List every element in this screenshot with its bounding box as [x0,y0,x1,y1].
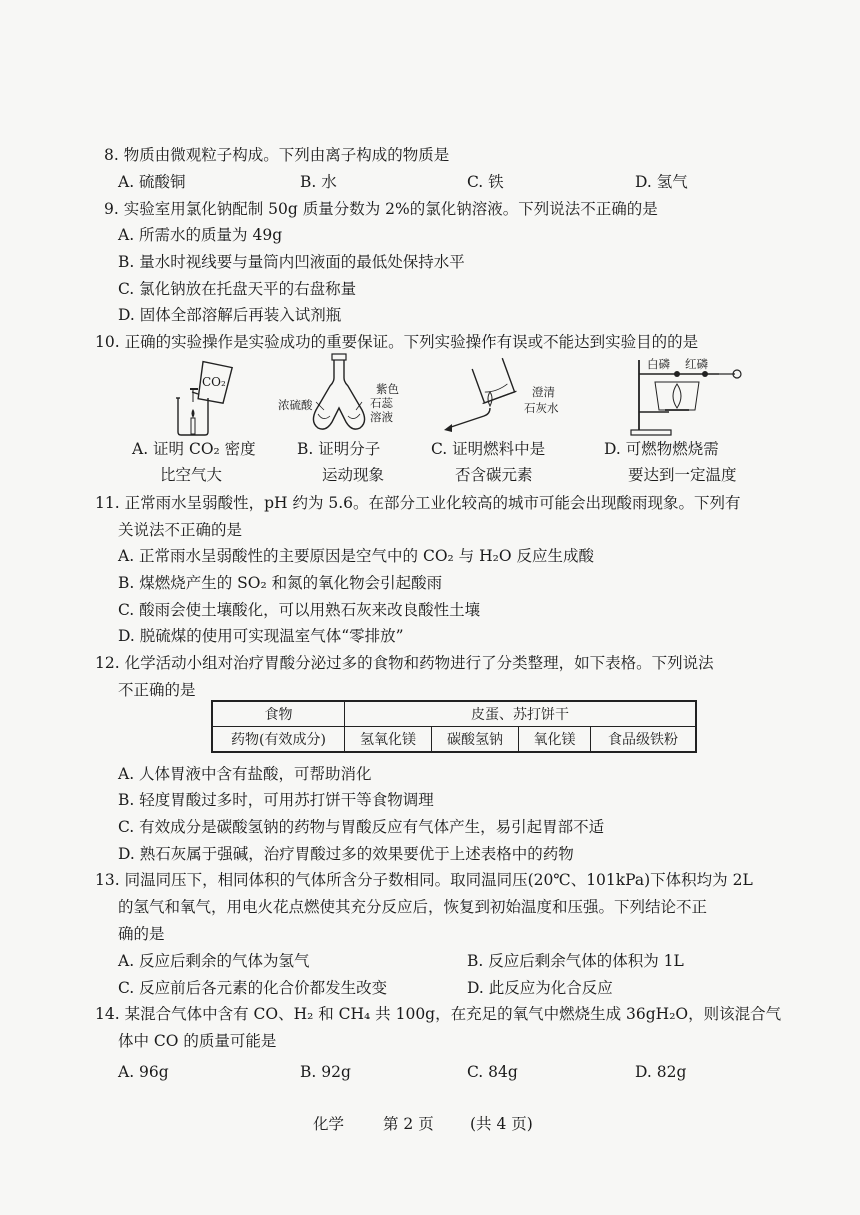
q14-stem-2: 体中 CO 的质量可能是 [118,1032,277,1050]
litmus-label-1: 紫色 [376,382,399,396]
conc-acid-label: 浓硫酸 [278,398,313,412]
q11-option-a: A. 正常雨水呈弱酸性的主要原因是空气中的 CO₂ 与 H₂O 反应生成酸 [118,547,594,565]
table-row [212,727,696,753]
q11-option-b: B. 煤燃烧产生的 SO₂ 和氮的氧化物会引起酸雨 [118,574,443,592]
table-cell: 碳酸氢钠 [432,727,519,753]
limewater-label-2: 石灰水 [524,401,559,415]
q10-figure-a [162,352,242,437]
q11-option-c: C. 酸雨会使土壤酸化，可以用熟石灰来改良酸性土壤 [118,601,481,619]
q10-caption-d-1: D. 可燃物燃烧需 [604,440,719,458]
q14-option-a: A. 96g [118,1063,169,1081]
q13-option-a: A. 反应后剩余的气体为氢气 [118,952,310,970]
limewater-label-1: 澄清 [532,385,555,399]
q13-option-d: D. 此反应为化合反应 [467,979,613,997]
q8-option-a: A. 硫酸铜 [118,173,186,191]
q8-stem: 8. 物质由微观粒子构成。下列由离子构成的物质是 [104,146,450,164]
q9-option-d: D. 固体全部溶解后再装入试剂瓶 [118,306,342,324]
q12-option-c: C. 有效成分是碳酸氢钠的药物与胃酸反应有气体产生，易引起胃部不适 [118,818,605,836]
q13-stem-1: 13. 同温同压下，相同体积的气体所含分子数相同。取同温同压(20℃、101kPa)下体积均为 2L [95,871,753,889]
q14-option-d: D. 82g [635,1063,687,1081]
table-cell: 食物 [212,701,345,727]
q12-option-d: D. 熟石灰属于强碱，治疗胃酸过多的效果要优于上述表格中的药物 [118,845,574,863]
q13-option-b: B. 反应后剩余气体的体积为 1L [467,952,684,970]
q10-caption-b-1: B. 证明分子 [297,440,381,458]
q10-caption-c-2: 否含碳元素 [455,466,533,484]
litmus-label-2: 石蕊 [370,396,393,410]
q14-option-b: B. 92g [300,1063,351,1081]
q10-figure-d [625,352,745,437]
litmus-label-3: 溶液 [370,410,393,424]
q8-option-c: C. 铁 [467,173,504,191]
q11-stem-1: 11. 正常雨水呈弱酸性，pH 约为 5.6。在部分工业化较高的城市可能会出现酸雨现象。下列有 [95,494,741,512]
q11-option-d: D. 脱硫煤的使用可实现温室气体“零排放” [118,627,404,645]
q10-figure-c [440,352,570,437]
q9-option-b: B. 量水时视线要与量筒内凹液面的最低处保持水平 [118,253,465,271]
table-row [212,701,696,727]
q12-option-b: B. 轻度胃酸过多时，可用苏打饼干等食物调理 [118,791,434,809]
footer-subject: 化学 [313,1115,345,1133]
q10-caption-a-2: 比空气大 [160,466,223,484]
q10-figure-b [278,352,418,437]
footer-total: (共 4 页) [470,1115,533,1133]
q9-option-a: A. 所需水的质量为 49g [118,226,283,244]
q10-caption-b-2: 运动现象 [322,466,385,484]
q14-stem-1: 14. 某混合气体中含有 CO、H₂ 和 CH₄ 共 100g，在充足的氧气中燃烧生成 36gH₂O，则该混合气 [95,1005,782,1023]
q13-stem-3: 确的是 [118,925,165,943]
q13-stem-2: 的氢气和氧气，用电火花点燃使其充分反应后，恢复到初始温度和压强。下列结论不正 [118,898,708,916]
q10-caption-a-1: A. 证明 CO₂ 密度 [132,440,256,458]
q8-option-b: B. 水 [300,173,337,191]
q12-stem-2: 不正确的是 [118,681,196,699]
q8-option-d: D. 氢气 [635,173,688,191]
table-cell: 药物(有效成分) [212,727,345,753]
red-p-label: 红磷 [685,357,708,371]
q13-option-c: C. 反应前后各元素的化合价都发生改变 [118,979,388,997]
q10-stem: 10. 正确的实验操作是实验成功的重要保证。下列实验操作有误或不能达到实验目的的是 [95,333,699,351]
footer-page: 第 2 页 [383,1115,434,1133]
co2-label: CO₂ [202,375,226,389]
table-cell: 氧化镁 [519,727,591,753]
q12-table [211,700,697,753]
q11-stem-2: 关说法不正确的是 [118,521,243,539]
q9-option-c: C. 氯化钠放在托盘天平的右盘称量 [118,280,357,298]
table-cell: 食品级铁粉 [591,727,697,753]
q10-caption-c-1: C. 证明燃料中是 [431,440,546,458]
q12-stem-1: 12. 化学活动小组对治疗胃酸分泌过多的食物和药物进行了分类整理，如下表格。下列说法 [95,654,714,672]
q14-option-c: C. 84g [467,1063,518,1081]
table-cell: 皮蛋、苏打饼干 [345,701,697,727]
q12-option-a: A. 人体胃液中含有盐酸，可帮助消化 [118,765,372,783]
q9-stem: 9. 实验室用氯化钠配制 50g 质量分数为 2%的氯化钠溶液。下列说法不正确的是 [104,200,658,218]
white-p-label: 白磷 [647,357,670,371]
q10-caption-d-2: 要达到一定温度 [628,466,737,484]
table-cell: 氢氧化镁 [345,727,432,753]
